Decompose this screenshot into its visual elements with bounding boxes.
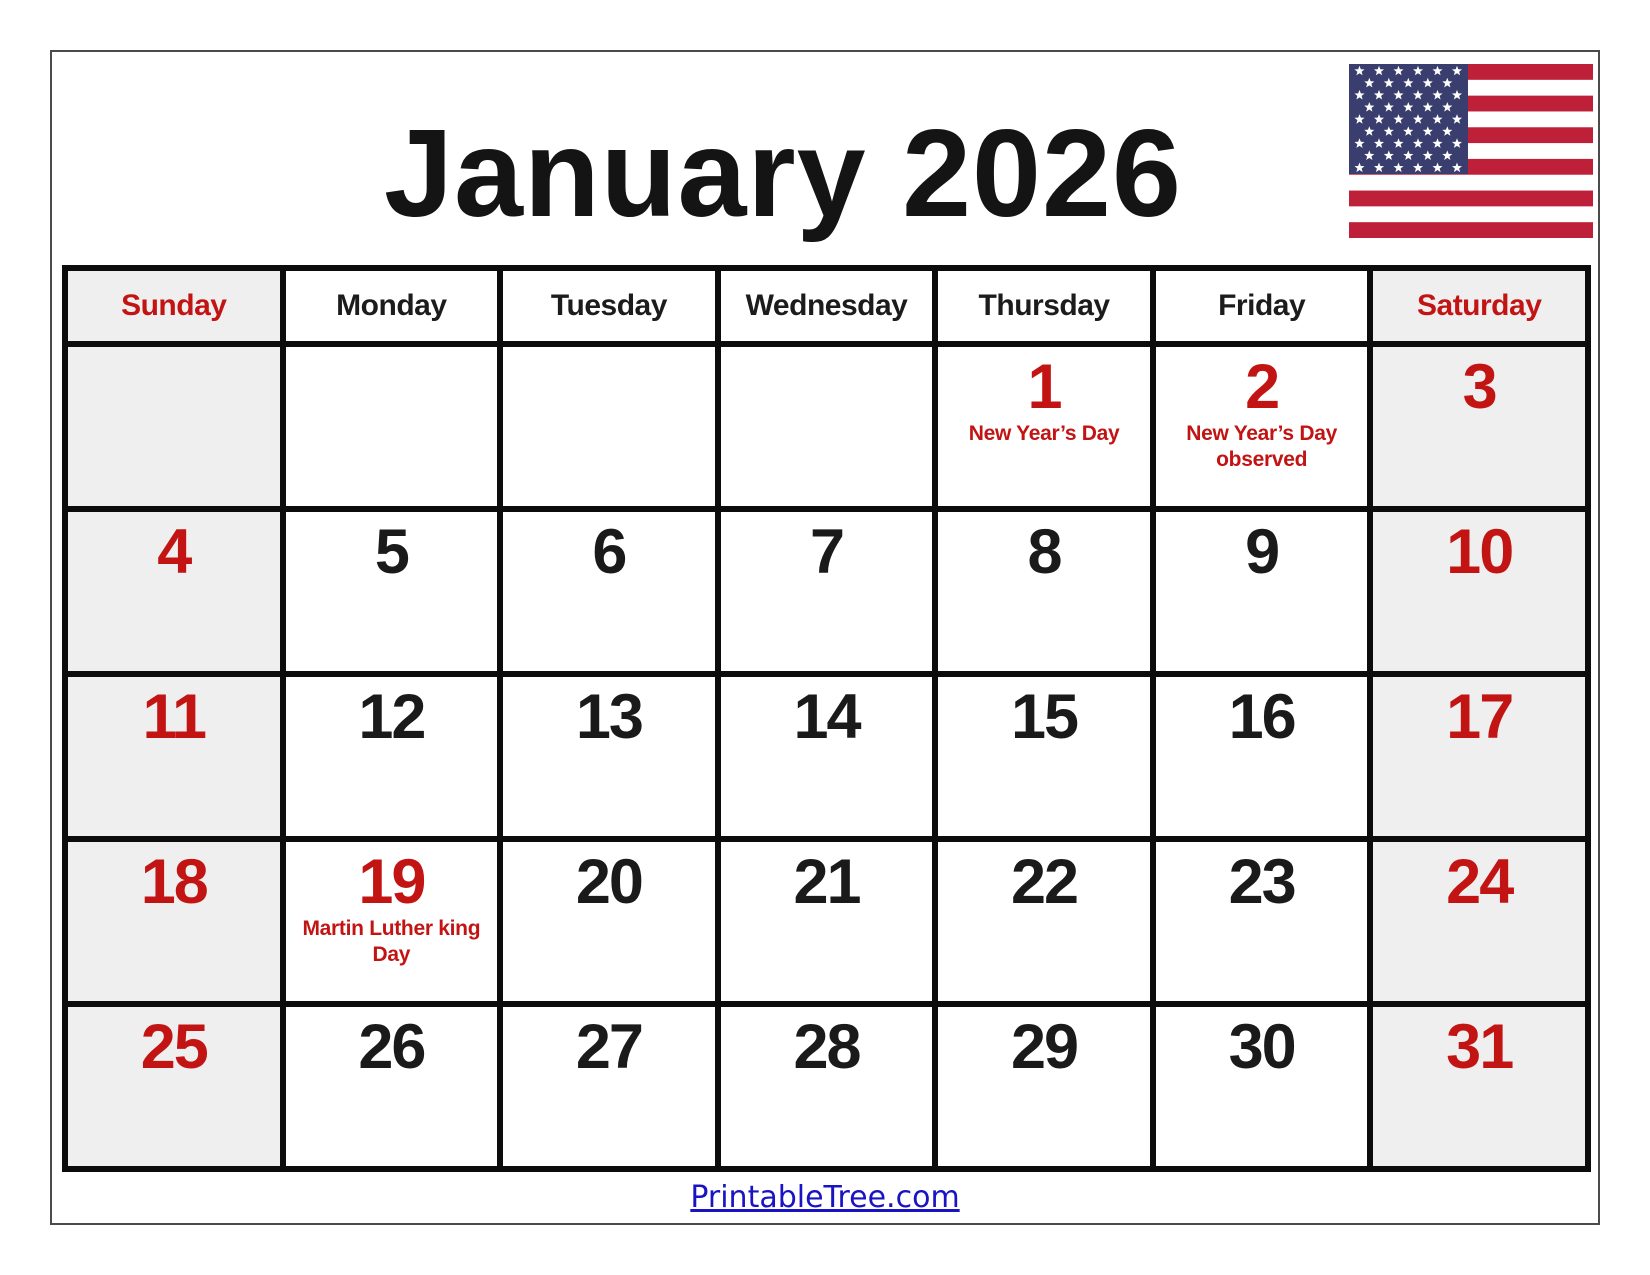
holiday-label: Martin Luther king Day xyxy=(302,917,481,966)
day-number: 15 xyxy=(1011,682,1078,752)
day-number: 13 xyxy=(575,682,642,752)
day-number: 8 xyxy=(1027,517,1061,587)
day-number: 19 xyxy=(358,847,425,917)
day-number: 11 xyxy=(142,682,206,752)
day-number: 27 xyxy=(575,1012,642,1082)
day-number: 14 xyxy=(793,682,860,752)
day-cell-empty xyxy=(286,347,498,506)
page-title: January 2026 xyxy=(384,105,1182,243)
day-cell-21 xyxy=(721,842,933,1001)
day-number: 2 xyxy=(1245,352,1279,422)
day-cell-empty xyxy=(721,347,933,506)
day-cell-17 xyxy=(1373,677,1585,836)
day-cell-25 xyxy=(68,1007,280,1166)
day-number: 22 xyxy=(1011,847,1078,917)
day-cell-empty xyxy=(503,347,715,506)
day-cell-19 xyxy=(286,842,498,1001)
weekday-header-wednesday: Wednesday xyxy=(721,271,933,341)
day-cell-5 xyxy=(286,512,498,671)
us-flag-icon xyxy=(1349,64,1593,238)
day-number: 5 xyxy=(374,517,408,587)
day-number: 3 xyxy=(1462,352,1496,422)
weekday-header-sunday: Sunday xyxy=(68,271,280,341)
day-number: 28 xyxy=(793,1012,860,1082)
day-cell-16 xyxy=(1156,677,1368,836)
day-cell-7 xyxy=(721,512,933,671)
day-number: 18 xyxy=(140,847,207,917)
day-cell-1 xyxy=(938,347,1150,506)
day-cell-10 xyxy=(1373,512,1585,671)
footer xyxy=(52,1180,1598,1215)
day-cell-12 xyxy=(286,677,498,836)
day-cell-26 xyxy=(286,1007,498,1166)
day-number: 20 xyxy=(575,847,642,917)
printabletree-link[interactable]: PrintableTree.com xyxy=(690,1180,960,1215)
day-cell-15 xyxy=(938,677,1150,836)
day-cell-29 xyxy=(938,1007,1150,1166)
day-cell-11 xyxy=(68,677,280,836)
day-number: 7 xyxy=(809,517,844,587)
weekday-header-monday: Monday xyxy=(286,271,498,341)
weekday-header-friday: Friday xyxy=(1156,271,1368,341)
day-cell-13 xyxy=(503,677,715,836)
day-number: 30 xyxy=(1228,1012,1295,1082)
day-number: 6 xyxy=(592,517,626,587)
day-cell-24 xyxy=(1373,842,1585,1001)
day-cell-14 xyxy=(721,677,933,836)
weekday-header-thursday: Thursday xyxy=(938,271,1150,341)
holiday-label: New Year’s Day observed xyxy=(1186,422,1337,471)
day-cell-empty xyxy=(68,347,280,506)
day-number: 17 xyxy=(1446,682,1513,752)
day-cell-27 xyxy=(503,1007,715,1166)
weekday-header-saturday: Saturday xyxy=(1373,271,1585,341)
weekday-header-tuesday: Tuesday xyxy=(503,271,715,341)
day-number: 24 xyxy=(1446,847,1513,917)
day-number: 4 xyxy=(157,517,191,587)
day-number: 25 xyxy=(140,1012,207,1082)
day-cell-9 xyxy=(1156,512,1368,671)
printable-page xyxy=(50,50,1600,1225)
day-cell-31 xyxy=(1373,1007,1585,1166)
holiday-label: New Year’s Day xyxy=(968,422,1120,445)
day-number: 9 xyxy=(1245,517,1279,587)
day-cell-8 xyxy=(938,512,1150,671)
day-number: 23 xyxy=(1228,847,1295,917)
day-number: 26 xyxy=(358,1012,425,1082)
day-number: 21 xyxy=(793,847,860,917)
day-number: 29 xyxy=(1011,1012,1078,1082)
day-cell-23 xyxy=(1156,842,1368,1001)
day-number: 1 xyxy=(1027,352,1061,422)
day-number: 16 xyxy=(1228,682,1295,752)
day-cell-28 xyxy=(721,1007,933,1166)
day-number: 31 xyxy=(1446,1012,1513,1082)
day-cell-30 xyxy=(1156,1007,1368,1166)
day-cell-18 xyxy=(68,842,280,1001)
day-number: 10 xyxy=(1446,517,1513,587)
day-cell-6 xyxy=(503,512,715,671)
day-cell-20 xyxy=(503,842,715,1001)
day-number: 12 xyxy=(358,682,425,752)
day-cell-3 xyxy=(1373,347,1585,506)
day-cell-4 xyxy=(68,512,280,671)
calendar-grid xyxy=(62,265,1591,1172)
day-cell-2 xyxy=(1156,347,1368,506)
day-cell-22 xyxy=(938,842,1150,1001)
